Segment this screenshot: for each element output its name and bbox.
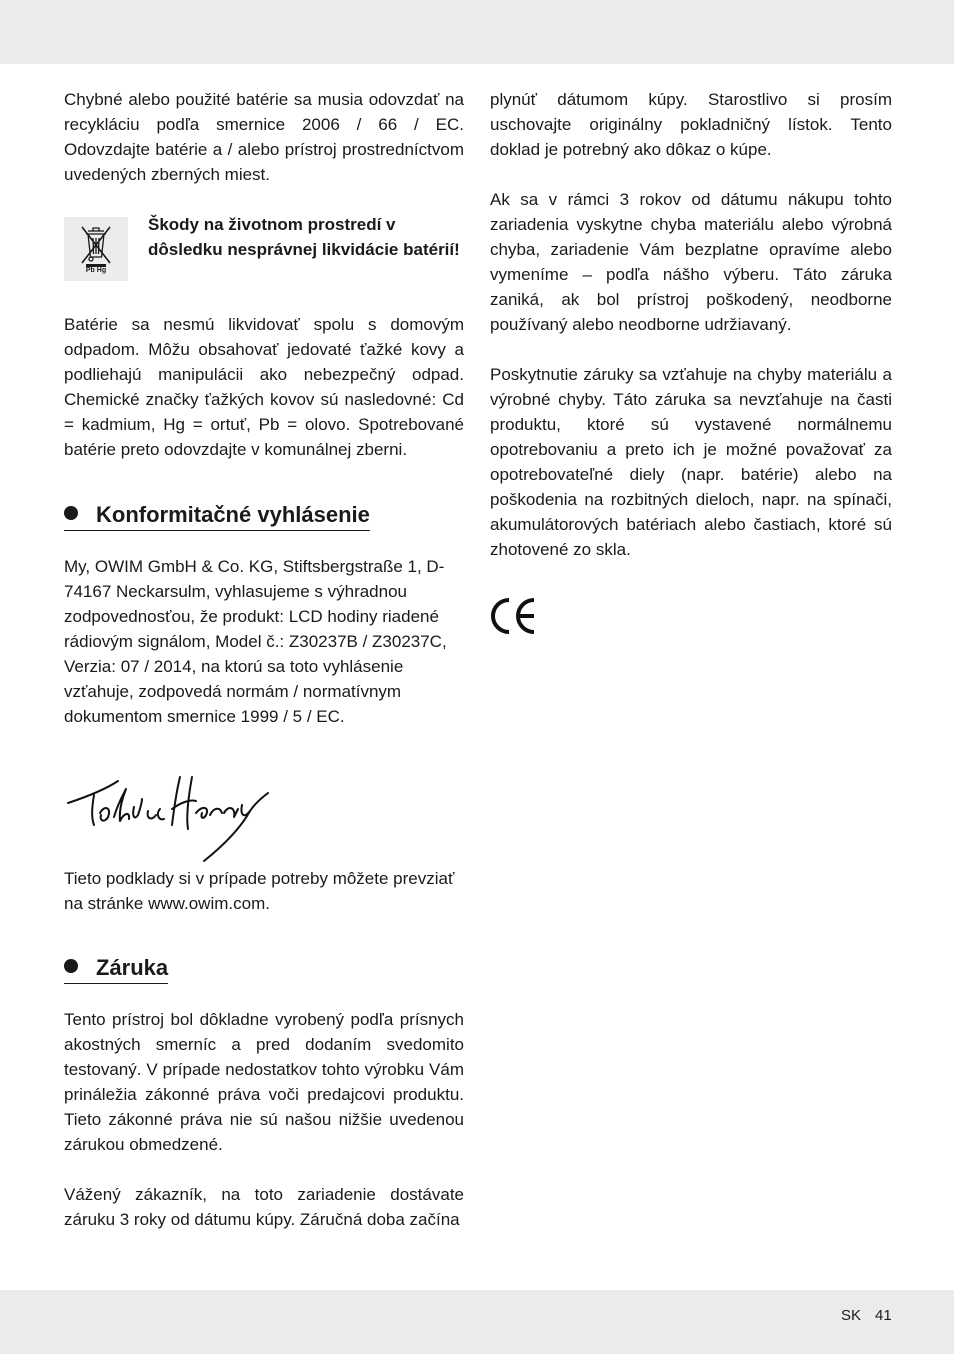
signature [64,763,464,866]
warranty-scope-paragraph: Poskytnutie záruky sa vzťahuje na chyby materiálu a výrobné chyby. Táto záruka sa nevzťahuje na časti produktu, ktoré sú vystavené normálnemu opotrebovaniu a preto ich je možné považovať za opotrebovateľné diely (napr. batérie) alebo na poškodenia na rozbitných dieloch, napr. na spínači, akumulátorových batériach alebo častiach, ktoré sú zhotovené zo skla. [490,365,892,559]
crossed-out-wheelie-bin-icon [64,217,128,281]
warning-title: Škody na životnom prostredí v dôsledku nesprávnej likvidácie batérií! [148,215,460,259]
warranty-heading [64,954,168,984]
warranty-heading-text: Záruka [96,955,169,980]
header-band [0,0,954,64]
warranty-customer-paragraph: Vážený zákazník, na toto zariadenie dostávate záruku 3 roky od dátumu kúpy. Záručná doba začína [64,1185,464,1229]
warranty-heading-wrap [64,954,464,987]
conformity-paragraph: My, OWIM GmbH & Co. KG, Stiftsbergstraße 1, D-74167 Neckarsulm, vyhlasujeme s výhradnou zodpovednosťou, že produkt: LCD hodiny riadené rádiovým signálom, Model č.: Z30237B / Z30237C, Verzia: 07 / 2014, na ktorú sa toto vyhlásenie vzťahuje, zodpovedá normám / normatívnym dokumentom smernice 1999 / 5 / EC. [64,557,447,726]
warranty-intro-paragraph: Tento prístroj bol dôkladne vyrobený podľa prísnych akostných smerníc a pred dodaním svedomito testovaný. V prípade nedostatkov tohto výrobku Vám prináležia zákonné práva voči predajcovi produktu. Tieto zákonné práva nie sú našou nižšie uvedenou zárukou obmedzené. [64,1010,464,1154]
left-column [64,87,464,1232]
bullet-icon [64,506,78,520]
heavy-metals-paragraph: Batérie sa nesmú likvidovať spolu s domovým odpadom. Môžu obsahovať jedovaté ťažké kovy a podliehajú manipulácii ako nebezpečný odpad. Chemické značky ťažkých kovov sú nasledovné: Cd = kadmium, Hg = ortuť, Pb = olovo. Spotrebované batérie preto odovzdajte v komunálnej zberni. [64,315,464,459]
ce-mark-icon [490,598,892,641]
receipt-paragraph: plynúť dátumom kúpy. Starostlivo si prosím uschovajte originálny pokladničný lístok. Tento doklad je potrebný ako dôkaz o kúpe. [490,90,892,159]
download-paragraph: Tieto podklady si v prípade potreby môžete prevziať na stránke www.owim.com. [64,869,455,913]
footer-language: SK [841,1307,862,1324]
conformity-heading [64,501,370,531]
conformity-heading-wrap [64,501,464,534]
warning-icon-label: Pb Hg [85,267,107,274]
footer-band [0,1290,954,1354]
conformity-heading-text: Konformitačné vyhlásenie [96,502,370,527]
right-column [490,87,892,641]
footer-page-number: 41 [875,1307,892,1324]
battery-disposal-paragraph: Chybné alebo použité batérie sa musia odovzdať na recykláciu podľa smernice 2006 / 66 / EC. Odovzdajte batérie a / alebo prístroj prostredníctvom uvedených zberných miest. [64,90,464,184]
bullet-icon [64,959,78,973]
repair-paragraph: Ak sa v rámci 3 rokov od dátumu nákupu tohto zariadenia vyskytne chyba materiálu alebo výrobná chyba, zariadenie Vám bezplatne opravíme alebo vymeníme – podľa nášho výberu. Táto záruka zaniká, ak bol prístroj poškodený, neodborne používaný alebo neodborne udržiavaný. [490,190,892,334]
environment-warning [64,212,464,308]
